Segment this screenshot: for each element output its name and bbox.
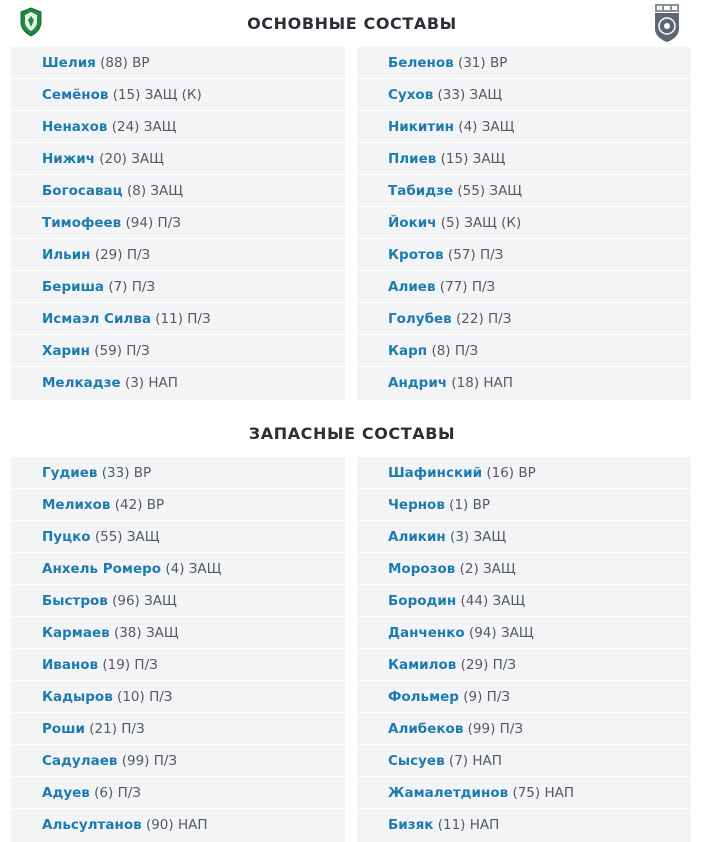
- player-number: (9): [463, 689, 483, 705]
- player-name-link[interactable]: Адуев: [42, 785, 90, 801]
- player-row: [357, 175, 691, 207]
- player-position: ВР: [472, 497, 490, 513]
- player-position: ЗАЩ: [131, 151, 164, 167]
- player-name-link[interactable]: Мелихов: [42, 497, 111, 513]
- player-position: НАП: [544, 785, 575, 801]
- player-row: [357, 335, 691, 367]
- player-position: ЗАЩ: [144, 593, 177, 609]
- player-name-link[interactable]: Ненахов: [42, 119, 108, 135]
- player-number: (75): [512, 785, 541, 801]
- player-position: П/З: [471, 279, 496, 295]
- player-row: [357, 271, 691, 303]
- player-name-link[interactable]: Голубев: [388, 311, 452, 327]
- player-row: [357, 585, 691, 617]
- player-position: ВР: [132, 55, 150, 71]
- player-row: [11, 617, 345, 649]
- player-number: (3): [124, 375, 145, 391]
- player-position: НАП: [148, 375, 178, 391]
- player-position: ВР: [489, 55, 508, 71]
- player-row: [357, 553, 691, 585]
- player-name-link[interactable]: Сысуев: [388, 753, 445, 769]
- player-row: [11, 745, 345, 777]
- player-row: [357, 143, 691, 175]
- player-name-link[interactable]: Садулаев: [42, 753, 118, 769]
- player-row: [357, 47, 691, 79]
- player-position: П/З: [157, 215, 181, 231]
- player-position: ЗАЩ: [481, 119, 515, 135]
- player-number: (77): [439, 279, 468, 295]
- player-position: ЗАЩ (К): [144, 87, 202, 103]
- player-row: [11, 553, 345, 585]
- player-position: ВР: [518, 465, 536, 481]
- player-row: [357, 111, 691, 143]
- player-row: [357, 681, 691, 713]
- player-position: ЗАЩ: [126, 529, 160, 545]
- player-number: (96): [112, 593, 140, 609]
- player-row: [11, 809, 345, 841]
- starting-away-list: [357, 47, 691, 400]
- player-position: ЗАЩ: [469, 87, 503, 103]
- substitutes-away-list: [357, 457, 691, 842]
- player-name-link[interactable]: Андрич: [388, 375, 448, 391]
- player-row: [11, 489, 345, 521]
- player-row: [357, 617, 691, 649]
- player-name-link[interactable]: Гудиев: [42, 465, 98, 481]
- player-row: [357, 303, 691, 335]
- player-number: (8): [126, 183, 147, 199]
- player-name-link[interactable]: Кротов: [388, 247, 444, 263]
- player-row: [357, 809, 691, 841]
- player-row: [357, 239, 691, 271]
- player-name-link[interactable]: Роши: [42, 721, 85, 737]
- player-name-link[interactable]: Плиев: [388, 151, 437, 167]
- player-row: [11, 271, 345, 303]
- substitutes-home-list: [11, 457, 345, 842]
- player-name-link[interactable]: Мелкадзе: [42, 375, 121, 391]
- player-position: ВР: [146, 497, 165, 513]
- player-name-link[interactable]: Тимофеев: [42, 215, 122, 231]
- player-name-link[interactable]: Шафинский: [388, 465, 483, 481]
- player-position: ЗАЩ: [472, 151, 506, 167]
- player-row: [11, 457, 345, 489]
- player-name-link[interactable]: Беленов: [388, 55, 454, 71]
- player-name-link[interactable]: Табидзе: [388, 183, 454, 199]
- player-name-link[interactable]: Нижич: [42, 151, 95, 167]
- player-number: (33): [437, 87, 466, 103]
- player-name-link[interactable]: Алибеков: [388, 721, 464, 737]
- player-name-link[interactable]: Карп: [388, 343, 428, 359]
- player-name-link[interactable]: Бородин: [388, 593, 457, 609]
- player-row: [357, 79, 691, 111]
- player-number: (6): [94, 785, 114, 801]
- player-position: ЗАЩ: [492, 593, 526, 609]
- player-position: П/З: [492, 657, 517, 673]
- player-number: (94): [125, 215, 154, 231]
- player-row: [357, 457, 691, 489]
- player-number: (88): [100, 55, 128, 71]
- player-position: П/З: [121, 721, 145, 737]
- player-number: (4): [165, 561, 185, 577]
- player-number: (4): [458, 119, 478, 135]
- player-number: (1): [449, 497, 469, 513]
- player-position: ЗАЩ: [473, 529, 507, 545]
- player-name-link[interactable]: Кадыров: [42, 689, 113, 705]
- player-position: П/З: [134, 657, 158, 673]
- player-name-link[interactable]: Анхель Ромеро: [42, 561, 162, 577]
- player-position: П/З: [488, 311, 512, 327]
- player-position: ЗАЩ: [188, 561, 222, 577]
- player-name-link[interactable]: Иванов: [42, 657, 99, 673]
- player-row: [11, 207, 345, 239]
- player-number: (20): [99, 151, 127, 167]
- player-number: (18): [451, 375, 480, 391]
- player-position: ВР: [133, 465, 152, 481]
- player-number: (94): [468, 625, 497, 641]
- player-position: П/З: [454, 343, 479, 359]
- substitutes-title: ЗАПАСНЫЕ СОСТАВЫ: [248, 424, 456, 443]
- player-position: НАП: [472, 753, 502, 769]
- player-number: (38): [113, 625, 142, 641]
- player-name-link[interactable]: Никитин: [388, 119, 454, 135]
- player-row: [11, 521, 345, 553]
- player-position: П/З: [486, 689, 511, 705]
- player-name-link[interactable]: Кармаев: [42, 625, 110, 641]
- player-position: П/З: [131, 279, 156, 295]
- starting-home-list: [11, 47, 345, 400]
- player-name-link[interactable]: Ильин: [42, 247, 91, 263]
- player-position: НАП: [469, 817, 500, 833]
- player-position: П/З: [479, 247, 504, 263]
- player-number: (29): [94, 247, 123, 263]
- player-name-link[interactable]: Быстров: [42, 593, 108, 609]
- player-number: (10): [117, 689, 145, 705]
- player-row: [11, 335, 345, 367]
- player-row: [11, 239, 345, 271]
- player-row: [11, 777, 345, 809]
- player-row: [357, 713, 691, 745]
- player-name-link[interactable]: Шелия: [42, 55, 96, 71]
- player-position: П/З: [126, 247, 151, 263]
- player-name-link[interactable]: Харин: [42, 343, 90, 359]
- player-number: (22): [456, 311, 484, 327]
- player-number: (55): [457, 183, 486, 199]
- player-number: (44): [460, 593, 489, 609]
- player-name-link[interactable]: Бизяк: [388, 817, 434, 833]
- player-number: (29): [460, 657, 489, 673]
- player-number: (7): [448, 753, 469, 769]
- player-number: (15): [112, 87, 141, 103]
- player-position: П/З: [117, 785, 141, 801]
- player-name-link[interactable]: Исмаэл Силва: [42, 311, 151, 327]
- player-row: [11, 303, 345, 335]
- player-number: (24): [111, 119, 140, 135]
- player-row: [11, 175, 345, 207]
- player-row: [11, 585, 345, 617]
- player-position: П/З: [126, 343, 150, 359]
- player-number: (57): [447, 247, 476, 263]
- player-name-link[interactable]: Морозов: [388, 561, 456, 577]
- player-row: [357, 367, 691, 399]
- player-number: (33): [101, 465, 130, 481]
- player-position: НАП: [483, 375, 513, 391]
- player-row: [357, 489, 691, 521]
- player-name-link[interactable]: Данченко: [388, 625, 465, 641]
- player-number: (7): [108, 279, 128, 295]
- player-number: (8): [431, 343, 451, 359]
- player-name-link[interactable]: Аликин: [388, 529, 446, 545]
- player-number: (99): [467, 721, 496, 737]
- player-position: П/З: [499, 721, 524, 737]
- player-row: [11, 111, 345, 143]
- player-name-link[interactable]: Фольмер: [388, 689, 459, 705]
- player-name-link[interactable]: Йокич: [388, 215, 437, 231]
- player-name-link[interactable]: Пуцко: [42, 529, 91, 545]
- player-name-link[interactable]: Камилов: [388, 657, 457, 673]
- player-position: ЗАЩ: [483, 561, 516, 577]
- player-number: (3): [450, 529, 470, 545]
- player-number: (16): [486, 465, 515, 481]
- player-name-link[interactable]: Богосавац: [42, 183, 123, 199]
- player-number: (42): [114, 497, 143, 513]
- player-number: (55): [94, 529, 123, 545]
- player-row: [11, 79, 345, 111]
- player-number: (2): [459, 561, 479, 577]
- player-number: (19): [102, 657, 131, 673]
- player-row: [11, 681, 345, 713]
- player-number: (21): [89, 721, 117, 737]
- player-position: П/З: [153, 753, 178, 769]
- player-number: (59): [94, 343, 122, 359]
- player-row: [11, 143, 345, 175]
- player-position: П/З: [187, 311, 211, 327]
- player-row: [357, 521, 691, 553]
- player-row: [357, 649, 691, 681]
- player-number: (15): [440, 151, 469, 167]
- player-row: [11, 47, 345, 79]
- player-position: ЗАЩ: [145, 625, 179, 641]
- player-name-link[interactable]: Семёнов: [42, 87, 109, 103]
- player-position: ЗАЩ: [143, 119, 177, 135]
- player-row: [357, 207, 691, 239]
- player-name-link[interactable]: Сухов: [388, 87, 434, 103]
- player-number: (99): [121, 753, 150, 769]
- player-row: [357, 777, 691, 809]
- player-number: (11): [155, 311, 183, 327]
- player-position: ЗАЩ (К): [464, 215, 522, 231]
- player-row: [357, 745, 691, 777]
- player-name-link[interactable]: Чернов: [388, 497, 445, 513]
- player-position: П/З: [149, 689, 173, 705]
- player-number: (5): [440, 215, 460, 231]
- player-name-link[interactable]: Жамалетдинов: [388, 785, 509, 801]
- player-name-link[interactable]: Бериша: [42, 279, 105, 295]
- player-number: (31): [457, 55, 486, 71]
- player-position: ЗАЩ: [500, 625, 534, 641]
- player-row: [11, 367, 345, 399]
- player-position: ЗАЩ: [150, 183, 184, 199]
- player-row: [11, 713, 345, 745]
- player-position: НАП: [177, 817, 208, 833]
- player-name-link[interactable]: Алиев: [388, 279, 436, 295]
- player-position: ЗАЩ: [489, 183, 523, 199]
- player-row: [11, 649, 345, 681]
- starting-lineups-title: ОСНОВНЫЕ СОСТАВЫ: [247, 14, 457, 33]
- player-number: (11): [437, 817, 466, 833]
- away-team-logo-icon: [652, 3, 682, 47]
- player-name-link[interactable]: Альсултанов: [42, 817, 142, 833]
- player-number: (90): [145, 817, 174, 833]
